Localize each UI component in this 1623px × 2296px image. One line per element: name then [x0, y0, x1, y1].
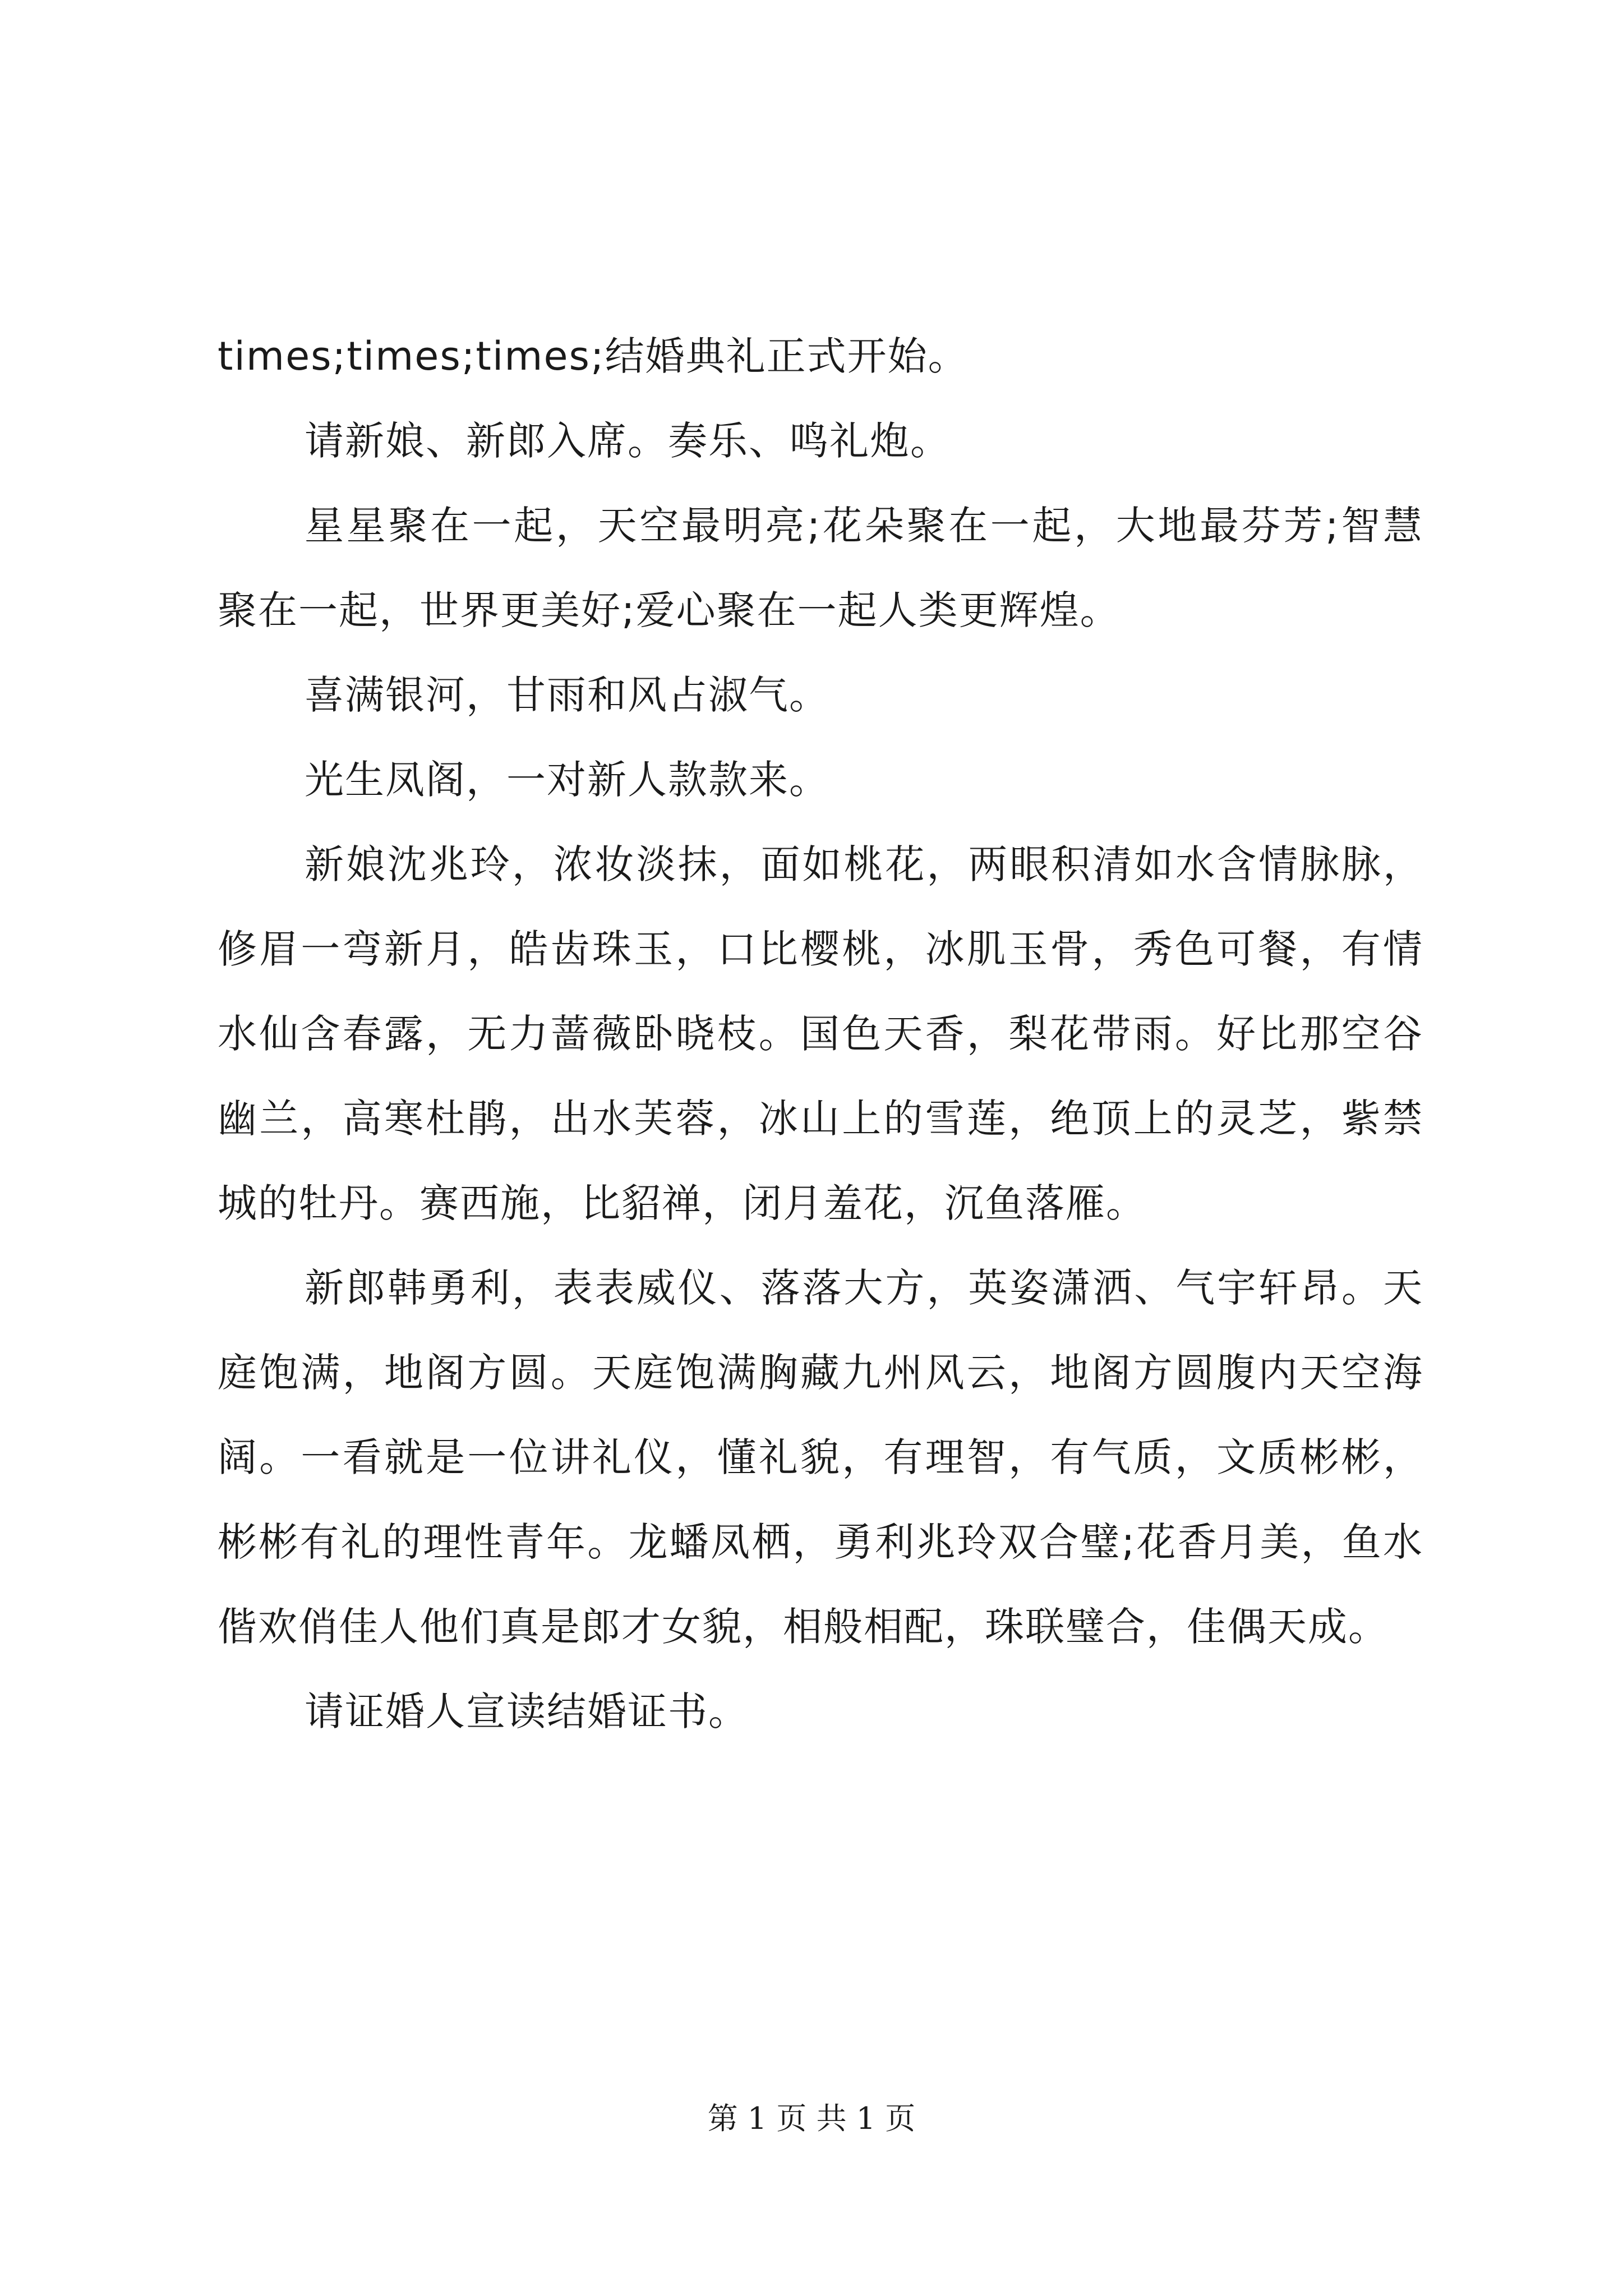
paragraph-couple-enter: 请新娘、新郎入席。奏乐、鸣礼炮。 — [305, 418, 951, 464]
document-body — [218, 314, 1423, 1754]
paragraph-groom: 新郎韩勇利，表表威仪、落落大方，英姿潇洒、气宇轩昂。天庭饱满，地阁方圆。天庭饱满胸藏九州风云，地阁方圆腹内天空海阔。一看就是一位讲礼仪，懂礼貌，有理智，有气质，文质彬彬，彬彬有礼的理性青年。龙蟠凤栖，勇利兆玲双合璧;花香月美，鱼水偕欢俏佳人他们真是郎才女貌，相般相配，珠联璧合，佳偶天成。 — [218, 1265, 1423, 1650]
paragraph-couplet-1: 喜满银河，甘雨和风占淑气。 — [305, 672, 829, 718]
paragraph-certificate: 请证婚人宣读结婚证书。 — [305, 1688, 749, 1734]
paragraph-couplet-2: 光生凤阁，一对新人款款来。 — [305, 757, 829, 803]
paragraph-bride: 新娘沈兆玲，浓妆淡抹，面如桃花，两眼积清如水含情脉脉，修眉一弯新月，皓齿珠玉，口比樱桃，冰肌玉骨，秀色可餐，有情水仙含春露，无力蔷薇卧晓枝。国色天香，梨花带雨。好比那空谷幽兰，高寒杜鹃，出水芙蓉，冰山上的雪莲，绝顶上的灵芝，紫禁城的牡丹。赛西施，比貂禅，闭月羞花，沉鱼落雁。 — [218, 841, 1423, 1226]
paragraph-stars: 星星聚在一起，天空最明亮;花朵聚在一起，大地最芬芳;智慧聚在一起，世界更美好;爱心聚在一起人类更辉煌。 — [218, 503, 1423, 633]
paragraph-ceremony-start: times;times;times;结婚典礼正式开始。 — [218, 333, 969, 379]
page-footer: 第 1 页 共 1 页 — [707, 2101, 916, 2136]
